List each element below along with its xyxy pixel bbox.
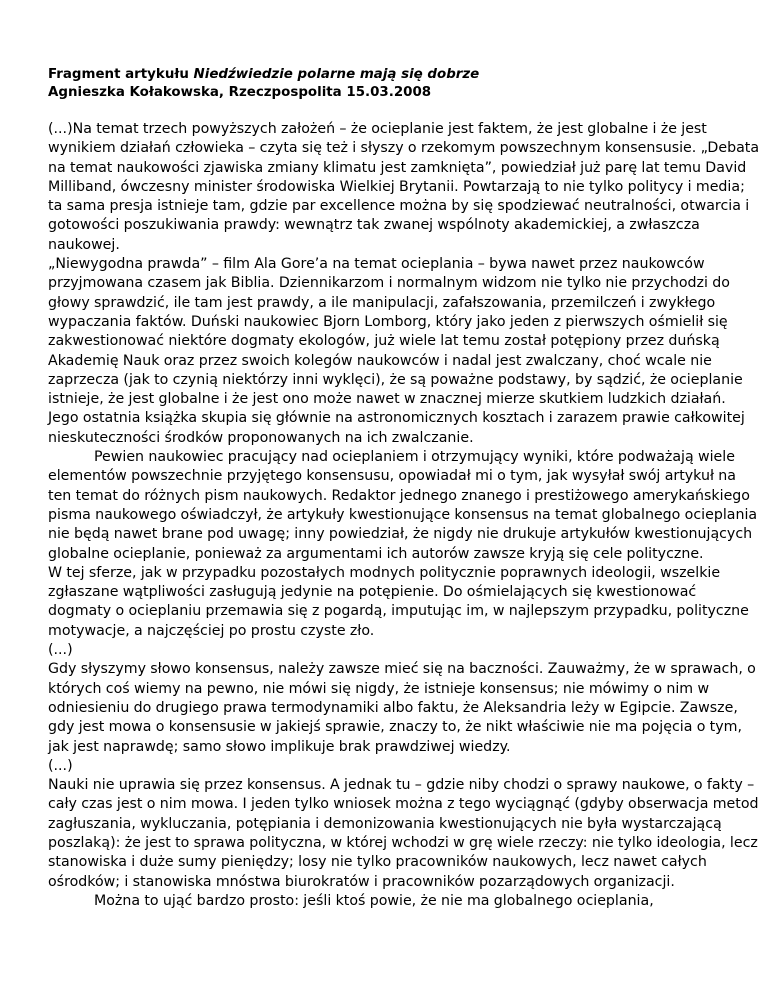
paragraph: Gdy słyszymy słowo konsensus, należy zawsze mieć się na baczności. Zauważmy, że w sprawach, o których coś wiemy na pewno, nie mówi się nigdy, że istnieje konsensus; nie mówimy o nim w odniesieniu do drugiego prawa termodynamiki albo faktu, że Aleksandria leży w Egipcie. Zawsze, gdy jest mowa o konsensusie w jakiejś sprawie, znaczy to, że nikt właściwie nie ma pojęcia o tym, jak jest naprawdę; samo słowo implikuje brak prawdziwej wiedzy. [48,661,756,755]
article-body [48,120,760,911]
article-header [48,66,760,102]
paragraph: W tej sferze, jak w przypadku pozostałych modnych politycznie poprawnych ideologii, wszelkie zgłaszane wątpliwości zasługują jedynie na potępienie. Do ośmielających się kwestionować dogmaty o ocieplaniu przemawia się z pogardą, imputując im, w najlepszym przypadku, polityczne motywacje, a najczęściej po prostu czyste zło. [48,564,749,639]
paragraph: (...) [48,642,73,659]
paragraph: (...)Na temat trzech powyższych założeń – że ocieplanie jest faktem, że jest globalne i że jest wynikiem działań człowieka – czyta się też i słyszy o rzekomym powszechnym konsensusie. „Debata na temat naukowości zjawiska zmiany klimatu jest zamknięta”, powiedział już parę lat temu David Milliband, ówczesny minister środowiska Wielkiej Brytanii. Powtarzają to nie tylko politycy i media; ta sama presja istnieje tam, gdzie par excellence można by się spodziewać neutralności, otwarcia i gotowości poszukiwania prawdy: wewnątrz tak zwanej wspólnoty akademickiej, a zwłaszcza naukowej. [48,121,760,253]
document-page [48,66,760,911]
paragraph: (...) [48,757,73,774]
article-title: Niedźwiedzie polarne mają się dobrze [193,67,480,82]
paragraph: „Niewygodna prawda” – film Ala Gore’a na temat ocieplania – bywa nawet przez naukowców przyjmowana czasem jak Biblia. Dziennikarzom i normalnym widzom nie tylko nie przychodzi do głowy sprawdzić, ile tam jest prawdy, a ile manipulacji, zafałszowania, przemilczeń i zwykłego wypaczania faktów. Duński naukowiec Bjorn Lomborg, który jako jeden z pierwszych ośmielił się zakwestionować niektóre dogmaty ekologów, już wiele lat temu został potępiony przez duńską Akademię Nauk oraz przez swoich kolegów naukowców i nadal jest zwalczany, choć wcale nie zaprzecza (jak to czynią niektórzy inni wyklęci), że są poważne podstawy, by sądzić, że ocieplanie istnieje, że jest globalne i że jest ono może nawet w znacznej mierze skutkiem ludzkich działań. Jego ostatnia książka skupia się głównie na astronomicznych kosztach i zarazem prawie całkowitej nieskuteczności środków proponowanych na ich zwalczanie. [48,256,745,446]
header-prefix: Fragment artykułu [48,67,194,82]
paragraph: Można to ująć bardzo prosto: jeśli ktoś powie, że nie ma globalnego ocieplania, [94,892,654,909]
header-title-line [48,66,760,84]
paragraph: Pewien naukowiec pracujący nad ocieplaniem i otrzymujący wyniki, które podważają wiele elementów powszechnie przyjętego konsensusu, opowiadał mi o tym, jak wysyłał swój artykuł na ten temat do różnych pism naukowych. Redaktor jednego znanego i prestiżowego amerykańskiego pisma naukowego oświadczył, że artykuły kwestionujące konsensus na temat globalnego ocieplania nie będą nawet brane pod uwagę; inny powiedział, że nigdy nie drukuje artykułów kwestionujących globalne ocieplanie, ponieważ za argumentami ich autorów zawsze kryją się cele polityczne. [48,449,758,562]
paragraph: Nauki nie uprawia się przez konsensus. A jednak tu – gdzie niby chodzi o sprawy naukowe, o fakty – cały czas jest o nim mowa. I jeden tylko wniosek można z tego wyciągnąć (gdyby obserwacja metod zagłuszania, wykluczania, potępiania i demonizowania kwestionujących nie była wystarczającą poszlaką): że jest to sprawa polityczna, w której wchodzi w grę wiele rzeczy: nie tylko ideologia, lecz stanowiska i duże sumy pieniędzy; losy nie tylko pracowników naukowych, lecz nawet całych ośrodków; i stanowiska mnóstwa biurokratów i pracowników pozarządowych organizacji. [48,777,759,890]
header-author-line: Agnieszka Kołakowska, Rzeczpospolita 15.03.2008 [48,85,432,100]
